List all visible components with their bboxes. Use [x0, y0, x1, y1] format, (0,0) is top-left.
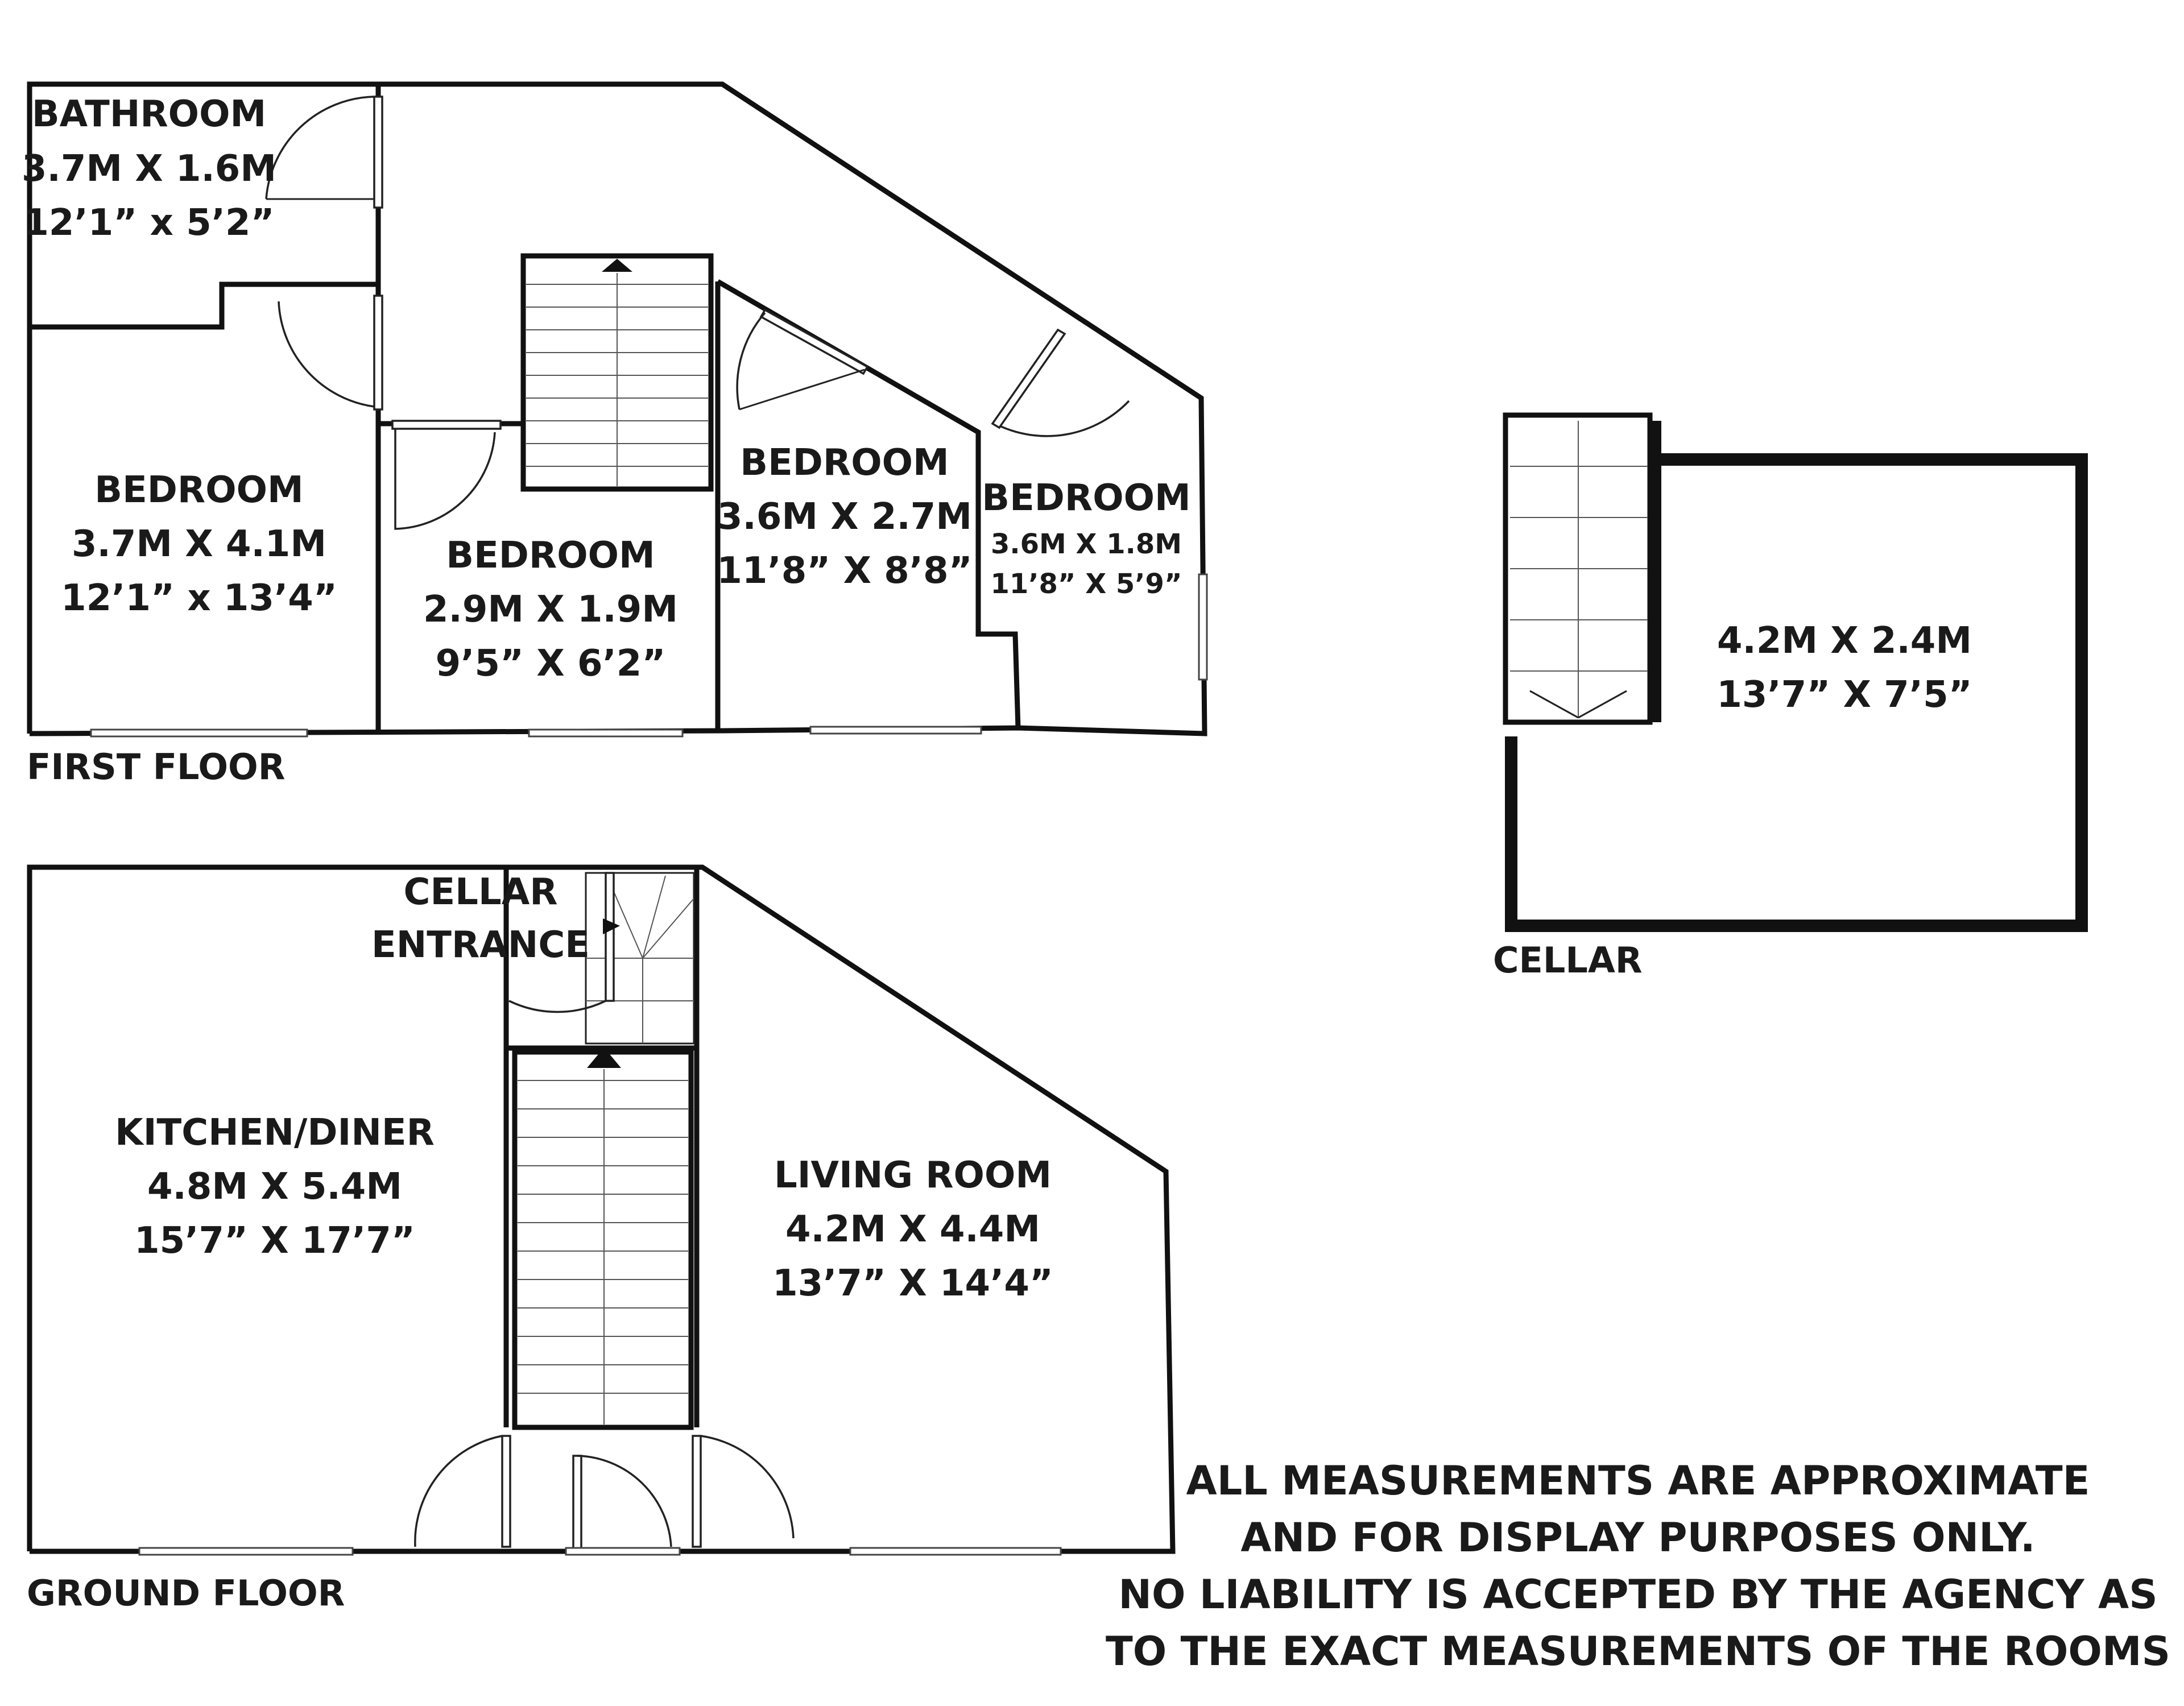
cellar-imperial: 13’7” X 7’5” [1716, 674, 1972, 716]
living-room-label [772, 1154, 1053, 1305]
bedroom-4-metric: 3.6M X 1.8M [990, 528, 1182, 560]
bedroom-1-door[interactable] [279, 296, 382, 409]
cellar-entrance-line1: CELLAR [403, 871, 558, 913]
bedroom-3-door[interactable] [737, 310, 867, 409]
bedroom-4-name: BEDROOM [982, 477, 1191, 519]
living-room-window [850, 1548, 1061, 1555]
bathroom-name: BATHROOM [31, 93, 267, 135]
kitchen-door[interactable] [415, 1436, 510, 1547]
bedroom-2-imperial: 9’5” X 6’2” [435, 643, 666, 685]
bathroom-door[interactable] [266, 97, 382, 208]
kitchen-name: KITCHEN/DINER [115, 1112, 435, 1154]
living-room-door[interactable] [693, 1436, 793, 1547]
cellar-metric: 4.2M X 2.4M [1716, 620, 1972, 662]
kitchen-imperial: 15’7” X 17’7” [134, 1220, 415, 1262]
bathroom-label [22, 93, 276, 244]
bedroom-3-imperial: 11’8” X 8’8” [717, 550, 973, 592]
bedroom-2-name: BEDROOM [446, 535, 655, 577]
living-room-imperial: 13’7” X 14’4” [772, 1262, 1053, 1305]
bedroom-1-window [91, 730, 307, 736]
bathroom-metric: 3.7M X 1.6M [21, 148, 277, 190]
bathroom-imperial: 12’1” x 5’2” [23, 202, 275, 244]
front-door[interactable] [573, 1456, 671, 1550]
bedroom-3-label [717, 442, 972, 592]
disclaimer-line-2: AND FOR DISPLAY PURPOSES ONLY. [1240, 1514, 2036, 1561]
bedroom-1-metric: 3.7M X 4.1M [71, 523, 327, 565]
cellar-entrance-line2: ENTRANCE [371, 924, 590, 966]
bedroom-4-window [1199, 574, 1207, 680]
living-room-metric: 4.2M X 4.4M [785, 1208, 1041, 1250]
front-door-threshold [566, 1548, 680, 1555]
cellar-plan [1505, 415, 2082, 926]
cellar-entrance-label [371, 871, 590, 966]
bedroom-3-name: BEDROOM [740, 442, 949, 484]
bedroom-3-window [810, 727, 981, 734]
disclaimer [1106, 1457, 2170, 1675]
cellar-winder-stair [586, 873, 694, 1044]
living-room-name: LIVING ROOM [774, 1154, 1052, 1196]
bedroom-4-label [982, 477, 1190, 600]
kitchen-window [139, 1548, 353, 1555]
bedroom-1-label [61, 469, 337, 619]
cellar-title: CELLAR [1493, 939, 1643, 981]
first-floor-title: FIRST FLOOR [27, 746, 286, 788]
cellar-label [1716, 620, 1972, 716]
bedroom-2-label [423, 535, 678, 685]
bedroom-4-door[interactable] [992, 330, 1129, 436]
kitchen-metric: 4.8M X 5.4M [147, 1166, 403, 1208]
bedroom-1-name: BEDROOM [94, 469, 304, 511]
disclaimer-line-3: NO LIABILITY IS ACCEPTED BY THE AGENCY AS [1118, 1571, 2158, 1618]
ground-floor-title: GROUND FLOOR [27, 1572, 345, 1614]
disclaimer-line-1: ALL MEASUREMENTS ARE APPROXIMATE [1186, 1457, 2090, 1504]
bedroom-4-imperial: 11’8” X 5’9” [990, 568, 1182, 600]
bedroom-2-window [529, 730, 682, 736]
kitchen-label [115, 1112, 435, 1262]
bedroom-3-metric: 3.6M X 2.7M [717, 496, 973, 538]
disclaimer-line-4: TO THE EXACT MEASUREMENTS OF THE ROOMS [1105, 1628, 2171, 1675]
bedroom-2-door[interactable] [392, 421, 500, 529]
bedroom-1-imperial: 12’1” x 13’4” [61, 577, 337, 619]
bedroom-2-metric: 2.9M X 1.9M [423, 589, 679, 631]
